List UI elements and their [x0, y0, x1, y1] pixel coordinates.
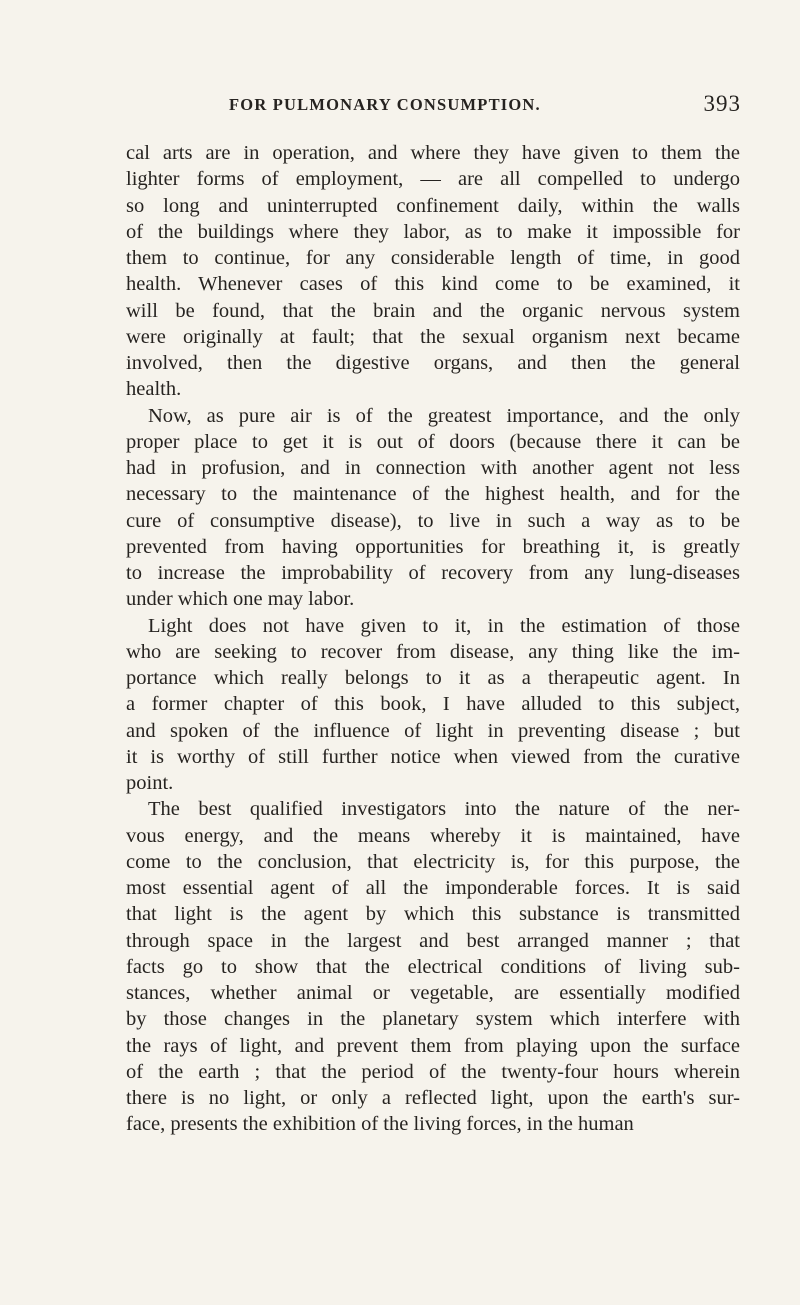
text-line: were originally at fault; that the sexual organism next became [126, 325, 740, 348]
body-text [126, 140, 740, 1138]
text-line: prevented from having opportunities for breathing it, is greatly [126, 535, 740, 558]
text-line: The best qualified investigators into the nature of the ner- [148, 798, 740, 821]
text-line: who are seeking to recover from disease, any thing like the im- [126, 640, 740, 663]
running-head [126, 93, 744, 121]
text-line: that light is the agent by which this substance is transmitted [126, 903, 740, 926]
paragraph [126, 403, 740, 613]
text-line: Light does not have given to it, in the estimation of those [148, 614, 740, 637]
text-line: will be found, that the brain and the organic nervous system [126, 299, 740, 322]
text-line: had in profusion, and in connection with another agent not less [126, 457, 740, 479]
text-line: most essential agent of all the imponderable forces. It is said [126, 877, 740, 899]
text-line: so long and uninterrupted confinement daily, within the walls [126, 194, 740, 217]
text-line: point. [126, 772, 174, 794]
text-line: health. [126, 378, 182, 401]
text-line: through space in the largest and best arranged manner ; that [126, 929, 740, 952]
text-line: proper place to get it is out of doors (because there it can be [126, 430, 740, 453]
paragraph [126, 796, 740, 1137]
text-line: necessary to the maintenance of the highest health, and for the [126, 483, 740, 506]
text-line: to increase the improbability of recovery from any lung-diseases [126, 562, 740, 584]
text-line: lighter forms of employment, — are all compelled to undergo [126, 168, 740, 191]
text-line: of the earth ; that the period of the twenty-four hours wherein [126, 1060, 740, 1083]
text-line: of the buildings where they labor, as to make it impossible for [126, 220, 740, 243]
text-line: it is worthy of still further notice when viewed from the curative [126, 745, 740, 768]
text-line: there is no light, or only a reflected light, upon the earth's sur- [126, 1087, 740, 1109]
text-line: a former chapter of this book, I have alluded to this subject, [126, 693, 740, 716]
text-line: Now, as pure air is of the greatest importance, and the only [148, 404, 740, 427]
text-line: involved, then the digestive organs, and then the general [126, 352, 740, 374]
paragraph [126, 140, 740, 403]
running-title: FOR PULMONARY CONSUMPTION. [229, 95, 541, 114]
text-line: come to the conclusion, that electricity is, for this purpose, the [126, 850, 740, 873]
text-line: cal arts are in operation, and where they have given to them the [126, 142, 740, 164]
text-line: portance which really belongs to it as a therapeutic agent. In [126, 667, 740, 689]
text-line: stances, whether animal or vegetable, are essentially modified [126, 982, 740, 1004]
text-line: them to continue, for any considerable length of time, in good [126, 247, 740, 269]
text-line: under which one may labor. [126, 588, 355, 611]
text-line: and spoken of the influence of light in preventing disease ; but [126, 719, 740, 742]
text-line: health. Whenever cases of this kind come to be examined, it [126, 273, 740, 296]
paragraph [126, 613, 740, 797]
text-line: the rays of light, and prevent them from playing upon the surface [126, 1034, 740, 1057]
page-number: 393 [703, 91, 741, 116]
text-line: by those changes in the planetary system which interfere with [126, 1008, 740, 1031]
text-line: vous energy, and the means whereby it is maintained, have [126, 824, 740, 847]
text-line: cure of consumptive disease), to live in such a way as to be [126, 509, 740, 532]
text-line: face, presents the exhibition of the living forces, in the human [126, 1113, 634, 1136]
text-line: facts go to show that the electrical conditions of living sub- [126, 955, 740, 978]
